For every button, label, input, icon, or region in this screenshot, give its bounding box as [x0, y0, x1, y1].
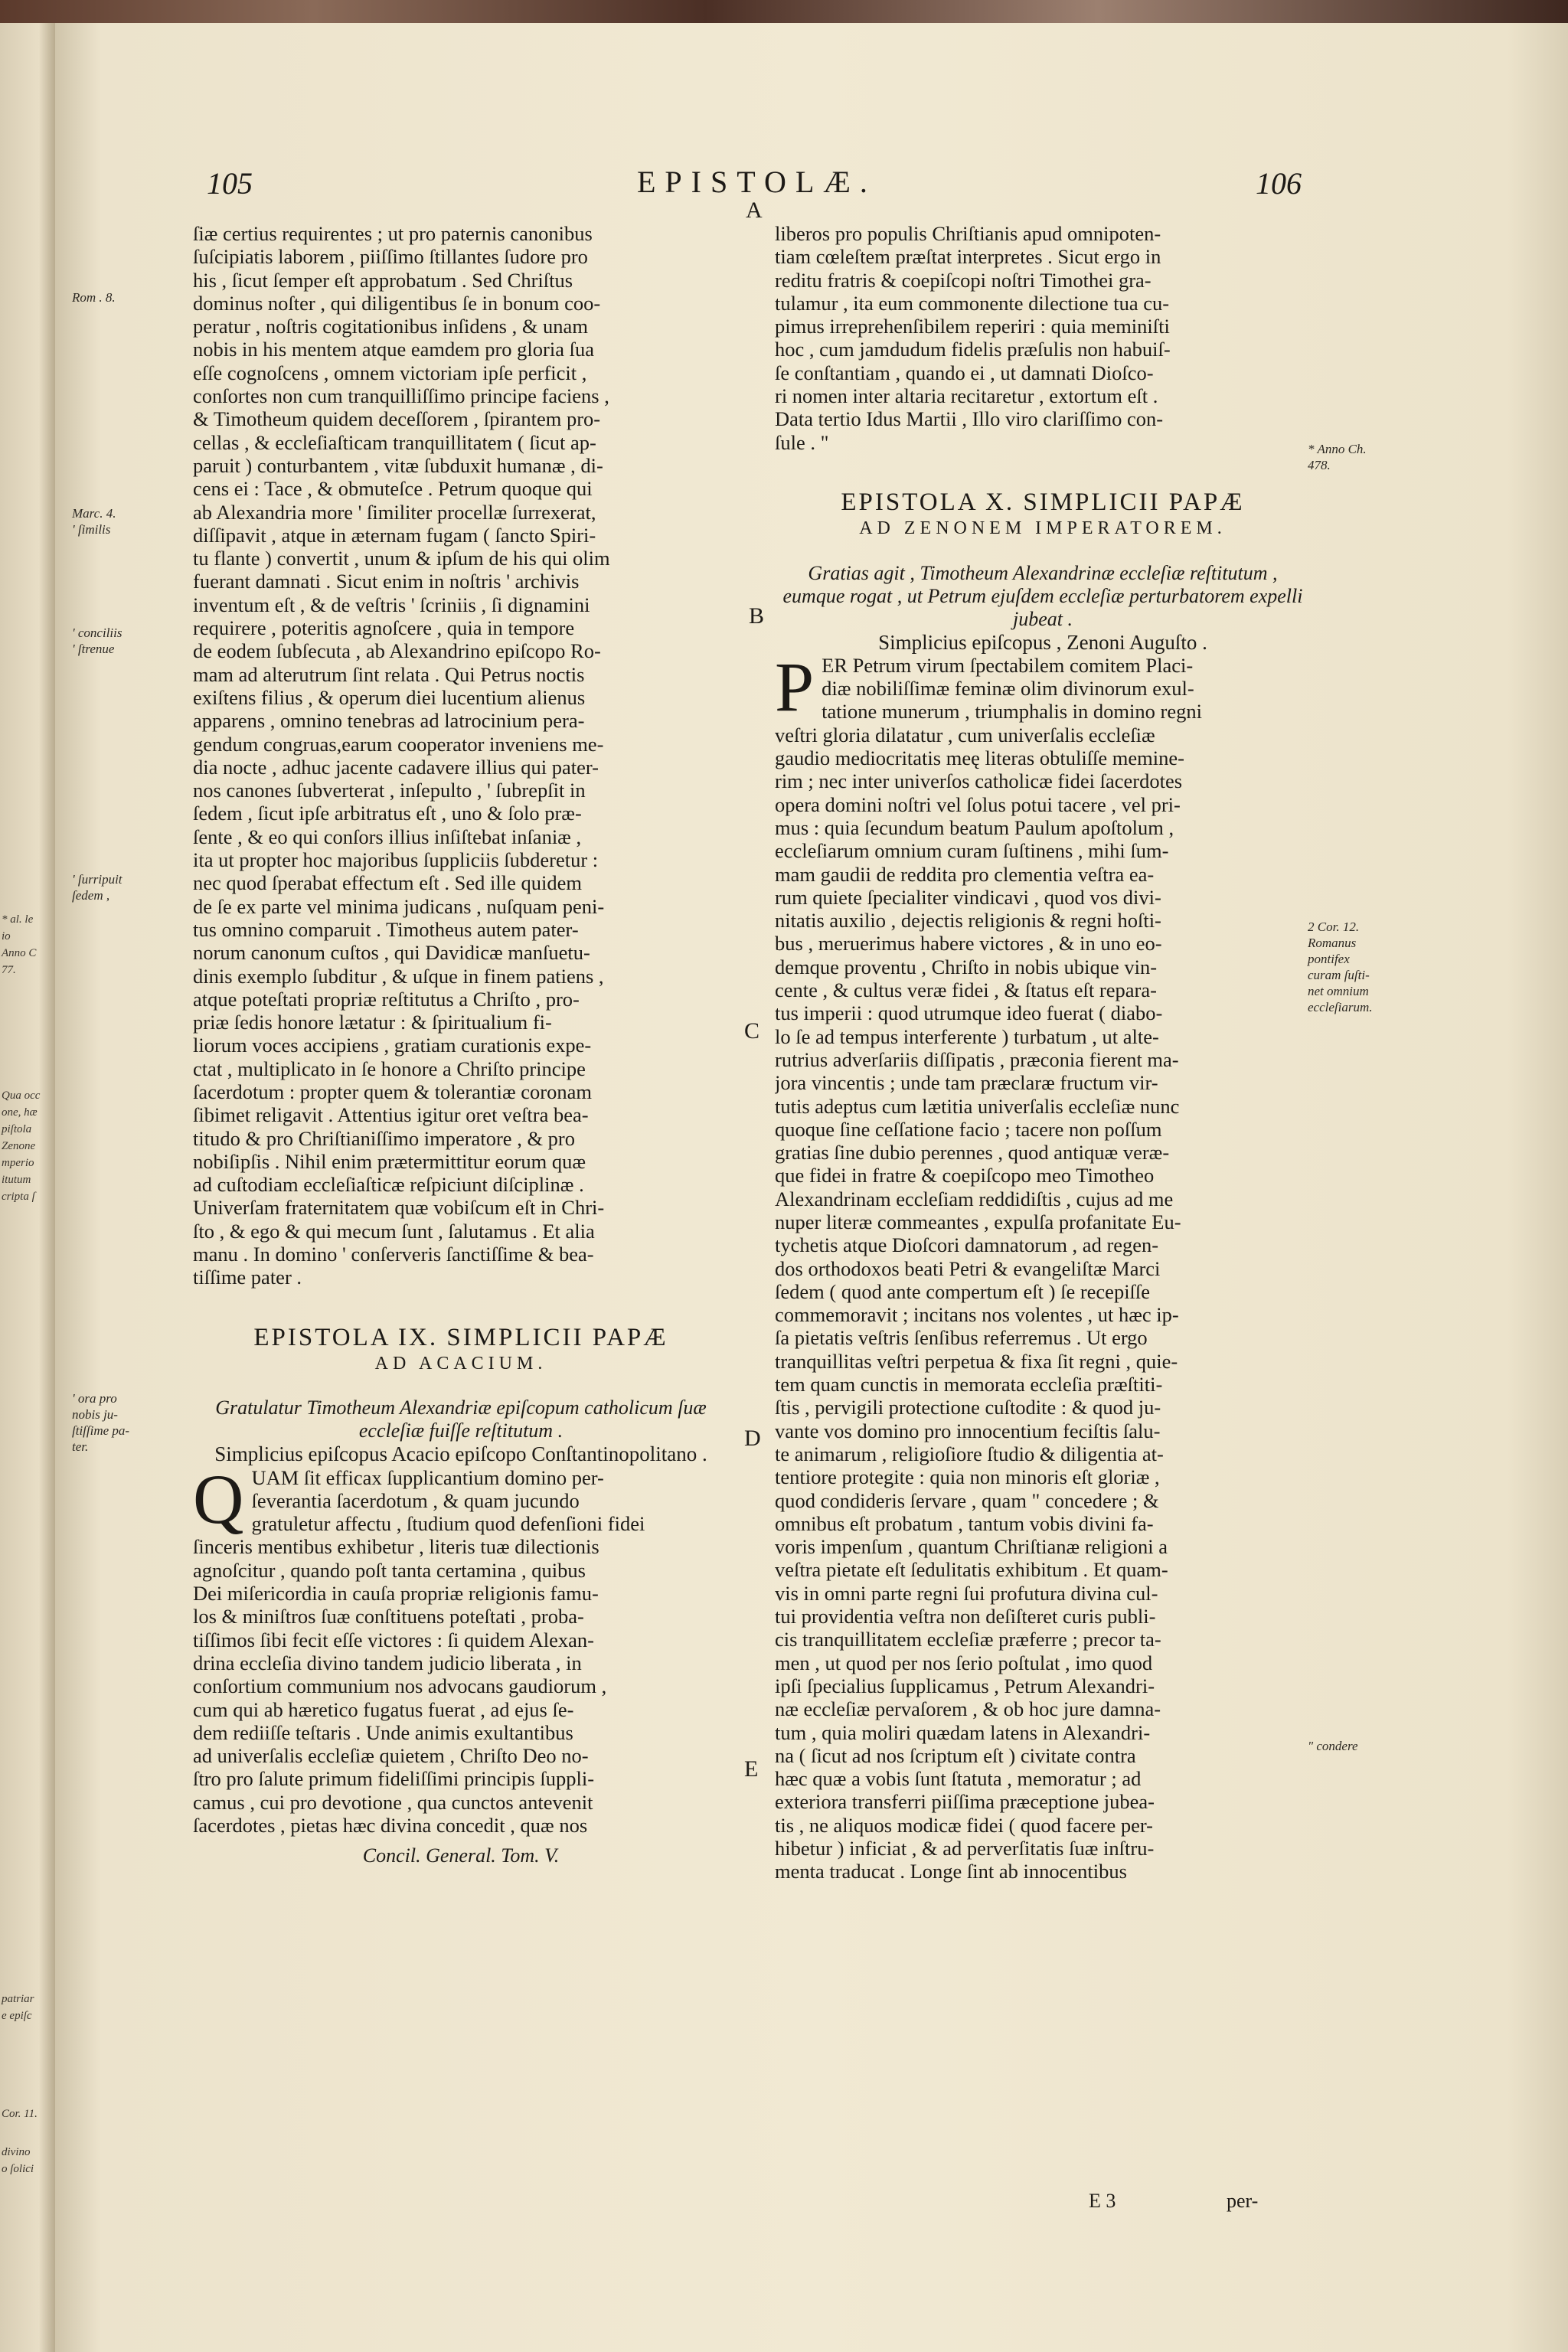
- text-line: ſiæ certius requirentes ; ut pro paternis canonibus: [193, 222, 593, 245]
- epistola-ix-body: [193, 1459, 729, 1838]
- text-line: que fidei in fratre & coepiſcopo meo Timotheo: [775, 1164, 1155, 1187]
- text-line: ita ut propter hoc majoribus ſuppliciis ſubderetur :: [193, 848, 599, 872]
- epistola-x-salutation: Simplicius epiſcopus , Zenoni Auguſto .: [878, 630, 1207, 654]
- epistola-ix-summary: Gratulatur Timotheum Alexandriæ epiſcopum catholicum ſuæ eccleſiæ fuiſſe reſtitutum .: [215, 1396, 707, 1442]
- text-line: quoque ſine ceſſatione facio ; tacere non poſſum: [775, 1117, 1162, 1141]
- text-line: rim ; nec inter univerſos catholicæ fidei ſacerdotes: [775, 769, 1183, 793]
- text-line: men , ut quod per nos ſerio poſtulat , imo quod: [775, 1651, 1153, 1674]
- text-line: mam gaudii de reddita pro clementia veſtra ea-: [775, 862, 1155, 886]
- left-column-text: [193, 222, 729, 1289]
- text-line: ſa pietatis veſtris ſenſibus referremus . Ut ergo: [775, 1326, 1148, 1350]
- text-line: ri nomen inter altaria recitaretur , extortum eſt .: [775, 384, 1158, 408]
- text-line: lo ſe ad tempus interferente ) turbatum , ut alte-: [775, 1024, 1159, 1048]
- text-line: ſinceris mentibus exhibetur , literis tuæ dilectionis: [193, 1535, 599, 1559]
- prev-page-note: * al. le io Anno C 77.: [2, 913, 37, 976]
- text-line: his , ſicut ſemper eſt approbatum . Sed Chriſtus: [193, 268, 573, 292]
- right-column: [775, 222, 1311, 1883]
- text-line: hoc , cum jamdudum fidelis præſulis non habuiſ-: [775, 338, 1171, 361]
- text-line: reditu fratris & coepiſcopi noſtri Timothei gra-: [775, 268, 1152, 292]
- text-line: conſortium communium nos advocans gaudiorum ,: [193, 1674, 607, 1698]
- text-line: tychetis atque Dioſcori damnatorum , ad regen-: [775, 1233, 1159, 1257]
- text-line: ſtis , pervigili protectione cuſtodite : & quod ju-: [775, 1396, 1161, 1419]
- text-line: requirere , poteritis agnoſcere , quia in tempore: [193, 616, 575, 640]
- text-line: diſſipavit , atque in æternam fugam ( ſancto Spiri-: [193, 523, 596, 547]
- text-line: de eodem ſubſecuta , ab Alexandrino epiſcopo Ro-: [193, 639, 601, 663]
- text-line: pimus irreprehenſibilem reperiri : quia meminiſti: [775, 315, 1170, 338]
- text-line: gratuletur affectu , ſtudium quod defenſioni fidei: [251, 1512, 645, 1536]
- text-line: agnoſcitur , quando poſt tanta certamina , quibus: [193, 1558, 586, 1582]
- text-line: priæ ſedis honore lætatur : & ſpiritualium fi-: [193, 1011, 552, 1034]
- text-line: Univerſam fraternitatem quæ vobiſcum eſt in Chri-: [193, 1196, 605, 1220]
- text-line: ſedem , ſicut ipſe arbitratus eſt , uno & ſolo præ-: [193, 802, 582, 825]
- text-line: ſacerdotes , pietas hæc divina concedit , quæ nos: [193, 1814, 588, 1837]
- text-line: ab Alexandria more ' ſimiliter procellæ ſurrexerat,: [193, 500, 596, 524]
- text-line: voris impenſum , quantum Chriſtianæ religioni a: [775, 1535, 1168, 1559]
- text-line: ſuſcipiatis laborem , piiſſimo ſtillantes ſudore pro: [193, 245, 588, 269]
- text-line: vante vos domino pro innocentium feciſtis ſalu-: [775, 1419, 1161, 1442]
- prev-page-note: divino o ſolici: [2, 2146, 34, 2175]
- text-line: nitatis auxilio , dejectis religionis & regni hoſti-: [775, 909, 1161, 933]
- text-line: ſtro pro ſalute primum fideliſſimi principis ſuppli-: [193, 1767, 595, 1791]
- text-line: ſto , & ego & qui mecum ſunt , ſalutamus . Et alia: [193, 1219, 595, 1243]
- text-line: tranquillitas veſtri perpetua & fixa ſit regni , quie-: [775, 1349, 1178, 1373]
- text-line: Dei miſericordia in cauſa propriæ religionis famu-: [193, 1582, 599, 1606]
- text-line: exteriora transferri piiſſima præceptione jubea-: [775, 1790, 1155, 1814]
- text-line: cellas , & eccleſiaſticam tranquillitatem ( ſicut ap-: [193, 430, 596, 454]
- epistola-x-heading: EPISTOLA X. SIMPLICII PAPÆ: [841, 488, 1245, 516]
- text-line: fuerant damnati . Sicut enim in noſtris ' archivis: [193, 570, 580, 593]
- margin-note-rom8: Rom . 8.: [72, 290, 116, 305]
- text-line: tiam cœleſtem præſtat interpretes . Sicut ergo in: [775, 245, 1161, 269]
- text-line: ſente , & eo qui conſors illius inſiſtebat inſaniæ ,: [193, 825, 582, 848]
- text-line: tiſſimos ſibi fecit eſſe victores : ſi quidem Alexan-: [193, 1628, 594, 1651]
- text-line: dia nocte , adhuc jacente cadavere illius qui pater-: [193, 755, 599, 779]
- margin-note-surripuit: ' ſurripuit ſedem ,: [72, 872, 122, 903]
- text-line: paruit ) conturbantem , vitæ ſubduxit humanæ , di-: [193, 453, 603, 477]
- margin-note-condere: " condere: [1308, 1739, 1358, 1753]
- text-line: tiſſime pater .: [193, 1266, 302, 1289]
- text-line: veſtri gloria dilatatur , cum univerſalis eccleſiæ: [775, 723, 1155, 746]
- text-line: omnibus eſt probatum , tantum vobis divini fa-: [775, 1511, 1154, 1535]
- text-line: ſule . ": [775, 430, 829, 454]
- text-line: norum canonum cuſtos , qui Davidicæ manſuetu-: [193, 941, 590, 965]
- section-letter-d: D: [744, 1426, 761, 1451]
- text-line: hibetur ) inficiat , & ad perverſitatis ſuæ inſtru-: [775, 1837, 1155, 1860]
- section-letter-c: C: [744, 1018, 760, 1044]
- text-line: cens ei : Tace , & obmuteſce . Petrum quoque qui: [193, 477, 593, 501]
- text-line: ſacerdotum : propter quem & tolerantiæ coronam: [193, 1080, 593, 1103]
- text-line: ſedem ( quod ante compertum eſt ) ſe recepiſſe: [775, 1279, 1151, 1303]
- text-line: ſibimet religavit . Attentius igitur oret veſtra bea-: [193, 1103, 589, 1127]
- margin-note-anno: * Anno Ch. 478.: [1308, 442, 1367, 472]
- text-line: ad cuſtodiam eccleſiaſticæ reſpiciunt diſciplinæ .: [193, 1173, 584, 1197]
- text-line: eſſe cognoſcens , omnem victoriam ipſe perficit ,: [193, 361, 587, 384]
- text-line: apparens , omnino tenebras ad latrocinium pera-: [193, 709, 585, 733]
- prev-page-note: patriar e epiſc: [2, 1993, 34, 2022]
- text-line: mus : quia ſecundum beatum Paulum apoſtolum ,: [775, 815, 1174, 839]
- section-letter-a: A: [746, 198, 763, 223]
- text-line: inventum eſt , & de veſtris ' ſcriniis , ſi dignamini: [193, 593, 590, 616]
- book-page: [55, 23, 1568, 2352]
- text-line: rum quiete ſpecialiter vindicavi , quod vos divi-: [775, 885, 1161, 909]
- text-line: diæ nobiliſſimæ feminæ olim divinorum exul-: [822, 677, 1194, 701]
- page-number-right: 106: [1256, 166, 1302, 201]
- text-line: tem quam cunctis in memorata eccleſia præſtiti-: [775, 1373, 1163, 1396]
- text-line: næ eccleſiæ pervaſorem , & ob hoc jure damna-: [775, 1697, 1161, 1721]
- text-line: UAM ſit efficax ſupplicantium domino per-: [251, 1465, 604, 1489]
- text-line: ſe conſtantiam , quando ei , ut damnati Dioſco-: [775, 361, 1154, 384]
- text-line: nec quod ſperabat effectum eſt . Sed ille quidem: [193, 871, 582, 895]
- section-letter-b: B: [749, 603, 765, 629]
- text-line: tu flante ) convertit , unum & ipſum de his qui olim: [193, 547, 610, 570]
- prev-page-note: Qua occ one, hæ piſtola Zenone mperio itutum cripta ſ: [2, 1089, 41, 1203]
- text-line: mam ad alterutrum ſint relata . Qui Petrus noctis: [193, 662, 585, 686]
- text-line: quod condideris ſervare , quam " concedere ; &: [775, 1488, 1159, 1512]
- text-line: peratur , noſtris cogitationibus inſidens , & unam: [193, 315, 588, 338]
- text-line: jora vincentis ; unde tam præclaræ fructum vir-: [775, 1071, 1158, 1095]
- epistola-x-summary: Gratias agit , Timotheum Alexandrinæ eccleſiæ reſtitutum , eumque rogat , ut Petrum ejuſdem eccleſiæ perturbatorem expelli jubeat .: [782, 561, 1303, 630]
- left-column: [193, 222, 729, 1868]
- text-line: opera domini noſtri vel ſolus potui tacere , vel pri-: [775, 792, 1181, 816]
- text-line: tus imperii : quod utrumque ideo fuerat ( diabo-: [775, 1001, 1163, 1025]
- margin-note-conciliis: ' conciliis ' ſtrenue: [72, 626, 122, 656]
- text-line: cente , & cultus veræ fidei , & ſtatus eſt repara-: [775, 978, 1157, 1002]
- text-line: veſtra pietate eſt ſedulitatis exhibitum . Et quam-: [775, 1558, 1168, 1582]
- text-line: cum qui ab hæretico fugatus fuerat , ad ejus ſe-: [193, 1697, 574, 1721]
- text-line: dinis exemplo ſubditur , & uſque in finem patiens ,: [193, 964, 604, 988]
- text-line: titudo & pro Chriſtianiſſimo imperatore , & pro: [193, 1126, 576, 1150]
- text-line: exiſtens filius , & operum diei lucentium alienus: [193, 685, 586, 709]
- text-line: hæc quæ a vobis ſunt ſtatuta , memoratur ; ad: [775, 1767, 1142, 1791]
- text-line: ſeverantia ſacerdotum , & quam jucundo: [251, 1488, 580, 1512]
- text-line: & Timotheum quidem deceſſorem , ſpirantem pro-: [193, 407, 601, 431]
- running-head: [55, 138, 1568, 199]
- right-column-text: [775, 222, 1311, 454]
- text-line: menta traducat . Longe ſint ab innocentibus: [775, 1860, 1127, 1883]
- text-line: ctat , multiplicato in ſe honore a Chriſto principe: [193, 1057, 586, 1080]
- text-line: tui providentia veſtra non deſiſteret curis publi-: [775, 1605, 1156, 1628]
- signature-mark: E 3: [1089, 2190, 1116, 2212]
- text-line: gendum congruas,earum cooperator inveniens me-: [193, 732, 604, 756]
- text-line: ipſi ſpecialius ſupplicamus , Petrum Alexandri-: [775, 1674, 1155, 1697]
- text-line: tatione munerum , triumphalis in domino regni: [822, 700, 1202, 724]
- epistola-ix-subheading: AD ACACIUM.: [374, 1353, 547, 1374]
- epistola-x-subheading: AD ZENONEM IMPERATOREM.: [859, 518, 1227, 539]
- text-line: ad univerſalis eccleſiæ quietem , Chriſto Deo no-: [193, 1744, 589, 1768]
- text-line: manu . In domino ' conſerveris ſanctiſſime & bea-: [193, 1243, 594, 1266]
- text-line: drina eccleſia divino tandem judicio liberata , in: [193, 1651, 582, 1674]
- text-line: commemoravit ; incitans nos volentes , ut hæc ip-: [775, 1303, 1179, 1327]
- running-head-title: EPISTOLÆ.: [637, 165, 877, 199]
- text-line: tis , ne aliquos modicæ fidei ( quod facere per-: [775, 1813, 1153, 1837]
- text-line: tutis adeptus cum lætitia univerſalis eccleſiæ nunc: [775, 1094, 1180, 1118]
- text-line: vis in omni parte regni ſui profutura divina cul-: [775, 1581, 1158, 1605]
- catchword: per-: [1227, 2190, 1259, 2212]
- margin-note-cor12: 2 Cor. 12. Romanus pontifex curam ſuſti- net omnium eccleſiarum.: [1308, 920, 1373, 1014]
- drop-cap-initial: P: [775, 647, 815, 726]
- margin-note-ora-pro: ' ora pro nobis ju- ſtiſſime pa- ter.: [72, 1391, 130, 1454]
- text-line: cis tranquillitatem eccleſiæ præferre ; precor ta-: [775, 1628, 1161, 1651]
- text-line: rutrius adverſariis diſſipatis , præconia fierent ma-: [775, 1047, 1179, 1071]
- margin-note-marc4: Marc. 4. ' ſimilis: [72, 506, 116, 537]
- text-line: gaudio mediocritatis meę literas obtuliſſe memine-: [775, 746, 1184, 770]
- epistola-ix-heading: EPISTOLA IX. SIMPLICII PAPÆ: [253, 1323, 668, 1351]
- text-line: dominus noſter , qui diligentibus ſe in bonum coo-: [193, 291, 601, 315]
- volume-signature: Concil. General. Tom. V.: [362, 1844, 560, 1867]
- text-line: nobiſipſis . Nihil enim prætermittitur eorum quæ: [193, 1149, 586, 1173]
- epistola-ix-text: [193, 1459, 729, 1838]
- section-letter-e: E: [744, 1756, 759, 1782]
- epistola-x-body: [775, 647, 1311, 1883]
- text-line: tus omnino comparuit . Timotheus autem pater-: [193, 917, 579, 941]
- text-line: liorum voces accipiens , gratiam curationis expe-: [193, 1034, 592, 1057]
- text-line: atque poteſtati propriæ reſtitutus a Chriſto , pro-: [193, 987, 580, 1011]
- text-line: dos orthodoxos beati Petri & evangeliſtæ Marci: [775, 1256, 1161, 1280]
- text-line: conſortes non cum tranquilliſſimo principe faciens ,: [193, 384, 609, 408]
- text-line: tum , quia moliri quædam latens in Alexandri-: [775, 1720, 1151, 1744]
- text-line: Data tertio Idus Martii , Illo viro clariſſimo con-: [775, 407, 1164, 431]
- text-line: nuper literæ commeantes , expulſa profanitate Eu-: [775, 1210, 1181, 1233]
- text-line: demque proventu , Chriſto in nobis ubique vin-: [775, 955, 1158, 978]
- previous-page-edge: [0, 23, 55, 2352]
- text-line: nos canones ſubverterat , inſepulto , ' ſubrepſit in: [193, 779, 586, 802]
- text-line: eccleſiarum omnium curam ſuſtinens , mihi ſum-: [775, 839, 1169, 863]
- text-line: na ( ſicut ad nos ſcriptum eſt ) civitate contra: [775, 1743, 1136, 1767]
- text-line: tentiore protegite : quia non minoris eſt gloriæ ,: [775, 1465, 1160, 1489]
- text-line: camus , cui pro devotione , qua cunctos antevenit: [193, 1790, 593, 1814]
- text-line: los & miniſtros ſuæ conſtituens poteſtati , proba-: [193, 1605, 584, 1628]
- text-line: dem rediiſſe teſtaris . Unde animis exultantibus: [193, 1720, 573, 1744]
- text-line: ER Petrum virum ſpectabilem comitem Placi-: [822, 653, 1194, 677]
- text-line: Alexandrinam eccleſiam reddidiſtis , cujus ad me: [775, 1187, 1174, 1210]
- text-line: gratias ſine dubio perennes , quod antiquæ veræ-: [775, 1141, 1170, 1165]
- text-line: tulamur , ita eum commonente dilectione tua cu-: [775, 291, 1170, 315]
- text-line: nobis in his mentem atque eamdem pro gloria ſua: [193, 338, 594, 361]
- page-number-left: 105: [207, 166, 253, 201]
- text-line: liberos pro populis Chriſtianis apud omnipoten-: [775, 222, 1161, 245]
- epistola-x-text: [775, 647, 1311, 1883]
- text-line: de ſe ex parte vel minima judicans , nuſquam peni-: [193, 894, 605, 918]
- text-line: te animarum , religioſiore ſtudio & diligentia at-: [775, 1442, 1164, 1465]
- prev-page-note: Cor. 11.: [2, 2108, 38, 2120]
- drop-cap-initial: Q: [193, 1459, 244, 1538]
- epistola-ix-salutation: Simplicius epiſcopus Acacio epiſcopo Conſtantinopolitano .: [214, 1442, 707, 1466]
- text-line: bus , meruerimus habere victores , & in uno eo-: [775, 932, 1162, 956]
